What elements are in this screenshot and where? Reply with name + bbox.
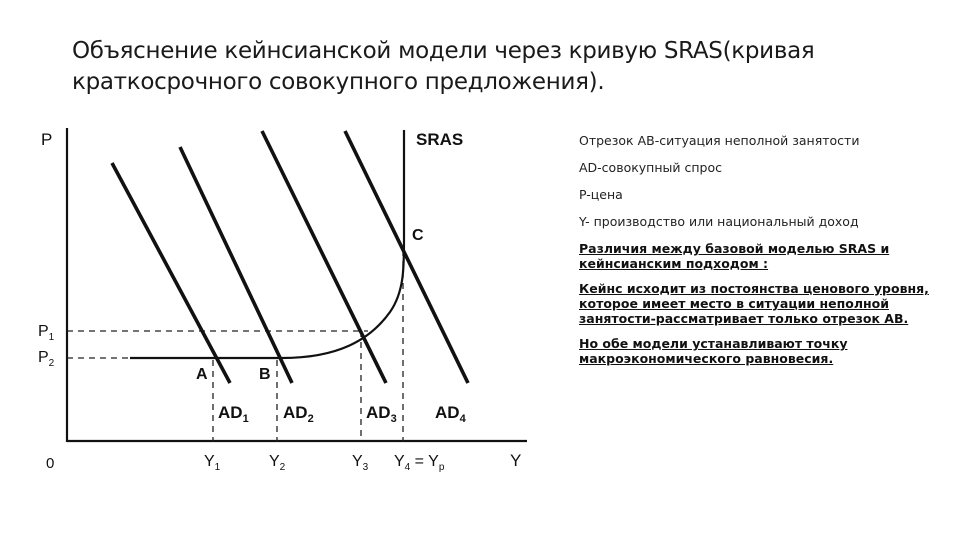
- y-axis-label: P: [41, 130, 53, 149]
- note-ab-segment: Отрезок АВ-ситуация неполной занятости: [579, 133, 860, 148]
- ad1-label: $AD_1$: [218, 403, 249, 425]
- note-keynes: Кейнс исходит из постоянства ценового уровня, которое имеет место в ситуации неполной занятости-рассматривает только отрезок АВ.: [579, 281, 929, 326]
- point-c-label: C: [412, 227, 424, 244]
- origin-label: 0: [46, 455, 55, 472]
- p1-label: $P_1$: [38, 323, 55, 343]
- ad4-label: $AD_4$: [435, 403, 466, 425]
- ad1-line: [112, 163, 230, 383]
- y1-label: $Y_1$: [204, 453, 221, 473]
- slide-title: Объяснение кейнсианской модели через кривую SRAS(кривая краткосрочного совокупного предложения).: [72, 38, 815, 95]
- ad2-label: $AD_2$: [283, 403, 314, 425]
- x-axis-label: Y: [510, 451, 522, 470]
- notes-panel: [579, 133, 939, 376]
- y2-label: $Y_2$: [269, 453, 286, 473]
- sras-label: SRAS: [416, 130, 464, 149]
- ad4-line: [345, 131, 468, 383]
- point-a-label: A: [196, 366, 208, 383]
- note-equilibrium: Но обе модели устанавливают точку макроэкономического равновесия.: [579, 336, 848, 366]
- ad2-line: [180, 147, 292, 383]
- keynesian-sras-diagram: [30, 118, 540, 488]
- y3-label: $Y_3$: [352, 453, 369, 473]
- y4-label: $Y_4 = Y_p$: [394, 453, 445, 473]
- p2-label: $P_2$: [38, 349, 55, 369]
- note-ad: AD-совокупный спрос: [579, 160, 722, 175]
- ad3-label: $AD_3$: [366, 403, 397, 425]
- note-differences: Различия между базовой моделью SRAS и кейнсианским подходом :: [579, 241, 890, 271]
- note-p: P-цена: [579, 187, 623, 202]
- point-b-label: B: [259, 366, 271, 383]
- ad3-line: [262, 131, 386, 383]
- note-y: Y- производство или национальный доход: [579, 214, 859, 229]
